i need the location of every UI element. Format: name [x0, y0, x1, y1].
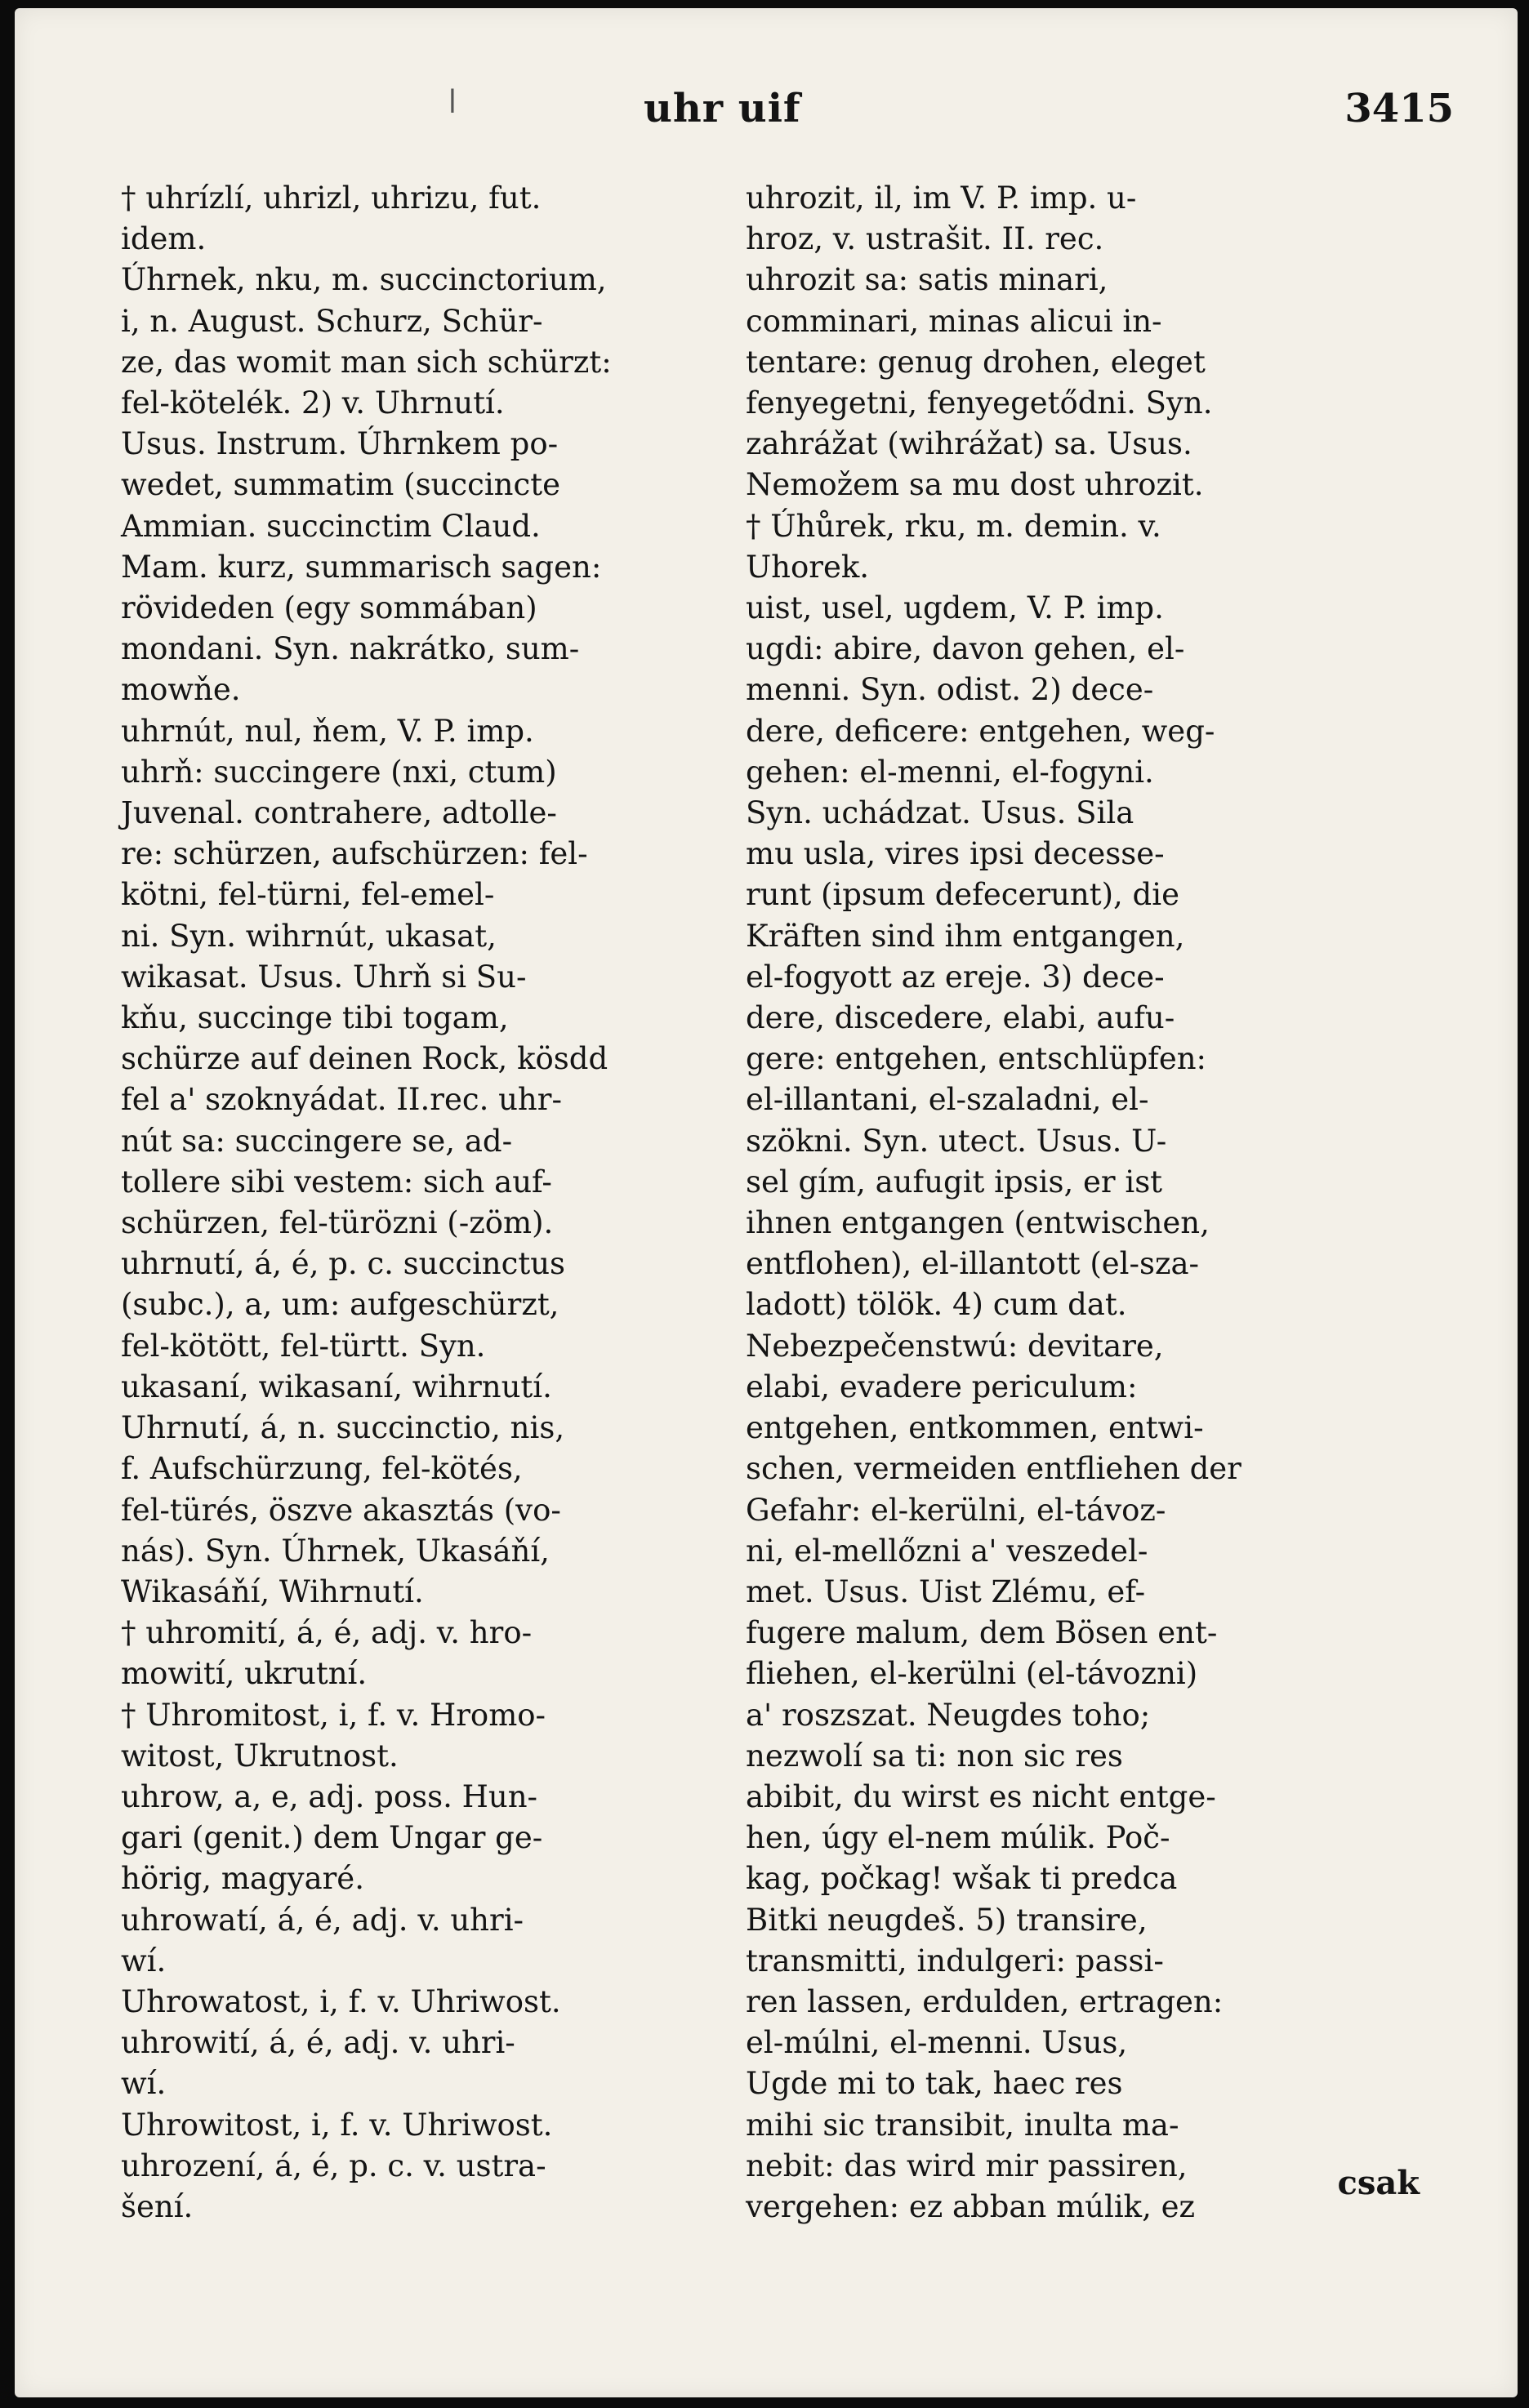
entry-line: fel-türés, öszve akasztás (vo-	[121, 1492, 561, 1528]
left-column	[121, 178, 684, 2228]
entry-line: dere, deficere: entgehen, weg-	[746, 713, 1215, 749]
entry-line: nás). Syn. Úhrnek, Ukasáňí,	[121, 1533, 550, 1569]
entry-line: wedet, summatim (succincte	[121, 467, 560, 503]
entry-line: transmitti, indulgeri: passi-	[746, 1943, 1164, 1978]
entry-line: Uhorek.	[746, 549, 870, 585]
entry-line: menni. Syn. odist. 2) dece-	[746, 672, 1154, 708]
entry-line: kňu, succinge tibi togam,	[121, 1000, 509, 1036]
entry-line: gere: entgehen, entschlüpfen:	[746, 1041, 1207, 1077]
entry-line: nút sa: succingere se, ad-	[121, 1123, 513, 1159]
entry-line: schürzen, fel-türözni (-zöm).	[121, 1205, 554, 1241]
dictionary-page	[15, 8, 1518, 2397]
entry-line: fel-kötelék. 2) v. Uhrnutí.	[121, 385, 505, 421]
entry-line: witost, Ukrutnost.	[121, 1738, 399, 1774]
entry-line: schürze auf deinen Rock, kösdd	[121, 1041, 608, 1077]
entry-line: vergehen: ez abban múlik, ez	[746, 2188, 1195, 2224]
entry-line: a' roszszat. Neugdes toho;	[746, 1697, 1151, 1733]
entry-line: šení.	[121, 2188, 194, 2224]
entry-line: Ugde mi to tak, haec res	[746, 2066, 1123, 2102]
entry-line: mowňe.	[121, 672, 241, 708]
entry-line: uhrowatí, á, é, adj. v. uhri-	[121, 1902, 524, 1938]
entry-line: mowití, ukrutní.	[121, 1656, 368, 1692]
entry-line: fel a' szoknyádat. II.rec. uhr-	[121, 1082, 562, 1118]
entry-line: uhrozit sa: satis minari,	[746, 262, 1108, 298]
entry-line: fel-kötött, fel-türtt. Syn.	[121, 1328, 486, 1364]
entry-line: Uhrowatost, i, f. v. Uhriwost.	[121, 1983, 561, 2019]
entry-line: Usus. Instrum. Úhrnkem po-	[121, 426, 559, 462]
entry-line: wí.	[121, 1943, 167, 1978]
entry-line: ladott) tölök. 4) cum dat.	[746, 1287, 1127, 1323]
entry-line: elabi, evadere periculum:	[746, 1369, 1138, 1404]
entry-line: uhrození, á, é, p. c. v. ustra-	[121, 2148, 546, 2183]
entry-line: el-fogyott az ereje. 3) dece-	[746, 959, 1165, 995]
entry-line: Wikasáňí, Wihrnutí.	[121, 1573, 424, 1609]
entry-line: † uhrízlí, uhrizl, uhrizu, fut.	[121, 180, 542, 216]
entry-line: Nebezpečenstwú: devitare,	[746, 1328, 1164, 1364]
entry-line: Úhrnek, nku, m. succinctorium,	[121, 262, 607, 298]
entry-line: tentare: genug drohen, eleget	[746, 344, 1206, 380]
entry-line: (subc.), a, um: aufgeschürzt,	[121, 1287, 559, 1323]
entry-line: nebit: das wird mir passiren,	[746, 2148, 1188, 2183]
entry-line: uhrozit, il, im V. P. imp. u-	[746, 180, 1137, 216]
entry-line: † uhromití, á, é, adj. v. hro-	[121, 1615, 533, 1651]
entry-line: el-illantani, el-szaladni, el-	[746, 1082, 1149, 1118]
entry-line: f. Aufschürzung, fel-kötés,	[121, 1451, 523, 1487]
entry-line: ni, el-mellőzni a' veszedel-	[746, 1533, 1148, 1569]
entry-line: nezwolí sa ti: non sic res	[746, 1738, 1123, 1774]
entry-line: Uhrnutí, á, n. succinctio, nis,	[121, 1410, 565, 1446]
entry-line: hroz, v. ustrašit. II. rec.	[746, 221, 1104, 257]
entry-line: abibit, du wirst es nicht entge-	[746, 1778, 1216, 1814]
entry-line: uist, usel, ugdem, V. P. imp.	[746, 590, 1164, 626]
entry-line: mu usla, vires ipsi decesse-	[746, 836, 1165, 872]
entry-line: hörig, magyaré.	[121, 1861, 364, 1897]
entry-line: uhrň: succingere (nxi, ctum)	[121, 754, 557, 790]
entry-line: gari (genit.) dem Ungar ge-	[121, 1820, 543, 1856]
entry-line: wí.	[121, 2066, 167, 2102]
entry-line: dere, discedere, elabi, aufu-	[746, 1000, 1175, 1036]
entry-line: kötni, fel-türni, fel-emel-	[121, 877, 495, 913]
entry-line: ni. Syn. wihrnút, ukasat,	[121, 918, 497, 954]
entry-line: ihnen entgangen (entwischen,	[746, 1205, 1210, 1241]
entry-line: Gefahr: el-kerülni, el-távoz-	[746, 1492, 1166, 1528]
entry-line: Mam. kurz, summarisch sagen:	[121, 549, 602, 585]
entry-line: sel gím, aufugit ipsis, er ist	[746, 1164, 1163, 1200]
entry-line: Kräften sind ihm entgangen,	[746, 918, 1185, 954]
catchword: csak	[1337, 2164, 1420, 2202]
entry-line: runt (ipsum defecerunt), die	[746, 877, 1179, 913]
entry-line: Juvenal. contrahere, adtolle-	[121, 795, 557, 831]
entry-line: re: schürzen, aufschürzen: fel-	[121, 836, 588, 872]
entry-line: mondani. Syn. nakrátko, sum-	[121, 631, 580, 667]
entry-line: Ammian. succinctim Claud.	[121, 508, 541, 544]
running-head: uhr uif	[644, 86, 801, 131]
entry-line: ugdi: abire, davon gehen, el-	[746, 631, 1185, 667]
page-number: 3415	[1344, 86, 1454, 131]
entry-line: wikasat. Usus. Uhrň si Su-	[121, 959, 527, 995]
entry-line: fenyegetni, fenyegetődni. Syn.	[746, 385, 1213, 421]
entry-line: szökni. Syn. utect. Usus. U-	[746, 1123, 1167, 1159]
entry-line: uhrowití, á, é, adj. v. uhri-	[121, 2025, 515, 2061]
entry-line: entgehen, entkommen, entwi-	[746, 1410, 1204, 1446]
entry-line: idem.	[121, 221, 207, 257]
entry-line: rövideden (egy sommában)	[121, 590, 537, 626]
entry-line: Nemožem sa mu dost uhrozit.	[746, 467, 1204, 503]
entry-line: mihi sic transibit, inulta ma-	[746, 2107, 1179, 2143]
entry-line: schen, vermeiden entfliehen der	[746, 1451, 1241, 1487]
page-header	[15, 86, 1518, 143]
entry-line: comminari, minas alicui in-	[746, 303, 1162, 339]
margin-mark: ǀ	[448, 83, 457, 121]
entry-line: entflohen), el-illantott (el-sza-	[746, 1246, 1200, 1282]
entry-line: kag, počkag! wšak ti predca	[746, 1861, 1178, 1897]
entry-line: Bitki neugdeš. 5) transire,	[746, 1902, 1148, 1938]
entry-line: fugere malum, dem Bösen ent-	[746, 1615, 1218, 1651]
entry-line: Uhrowitost, i, f. v. Uhriwost.	[121, 2107, 553, 2143]
entry-line: † Uhromitost, i, f. v. Hromo-	[121, 1697, 546, 1733]
entry-line: ren lassen, erdulden, ertragen:	[746, 1983, 1224, 2019]
entry-line: fliehen, el-kerülni (el-távozni)	[746, 1656, 1198, 1692]
entry-line: Syn. uchádzat. Usus. Sila	[746, 795, 1134, 831]
entry-line: uhrnutí, á, é, p. c. succinctus	[121, 1246, 566, 1282]
entry-line: met. Usus. Uist Zlému, ef-	[746, 1573, 1146, 1609]
entry-line: zahrážat (wihrážat) sa. Usus.	[746, 426, 1192, 462]
entry-line: hen, úgy el-nem múlik. Poč-	[746, 1820, 1170, 1856]
entry-line: uhrow, a, e, adj. poss. Hun-	[121, 1778, 538, 1814]
entry-line: gehen: el-menni, el-fogyni.	[746, 754, 1154, 790]
entry-line: † Úhůrek, rku, m. demin. v.	[746, 508, 1161, 544]
entry-line: i, n. August. Schurz, Schür-	[121, 303, 543, 339]
right-column	[746, 178, 1309, 2228]
entry-line: ukasaní, wikasaní, wihrnutí.	[121, 1369, 552, 1404]
entry-line: tollere sibi vestem: sich auf-	[121, 1164, 552, 1200]
entry-line: el-múlni, el-menni. Usus,	[746, 2025, 1128, 2061]
entry-line: uhrnút, nul, ňem, V. P. imp.	[121, 713, 534, 749]
entry-line: ze, das womit man sich schürzt:	[121, 344, 612, 380]
